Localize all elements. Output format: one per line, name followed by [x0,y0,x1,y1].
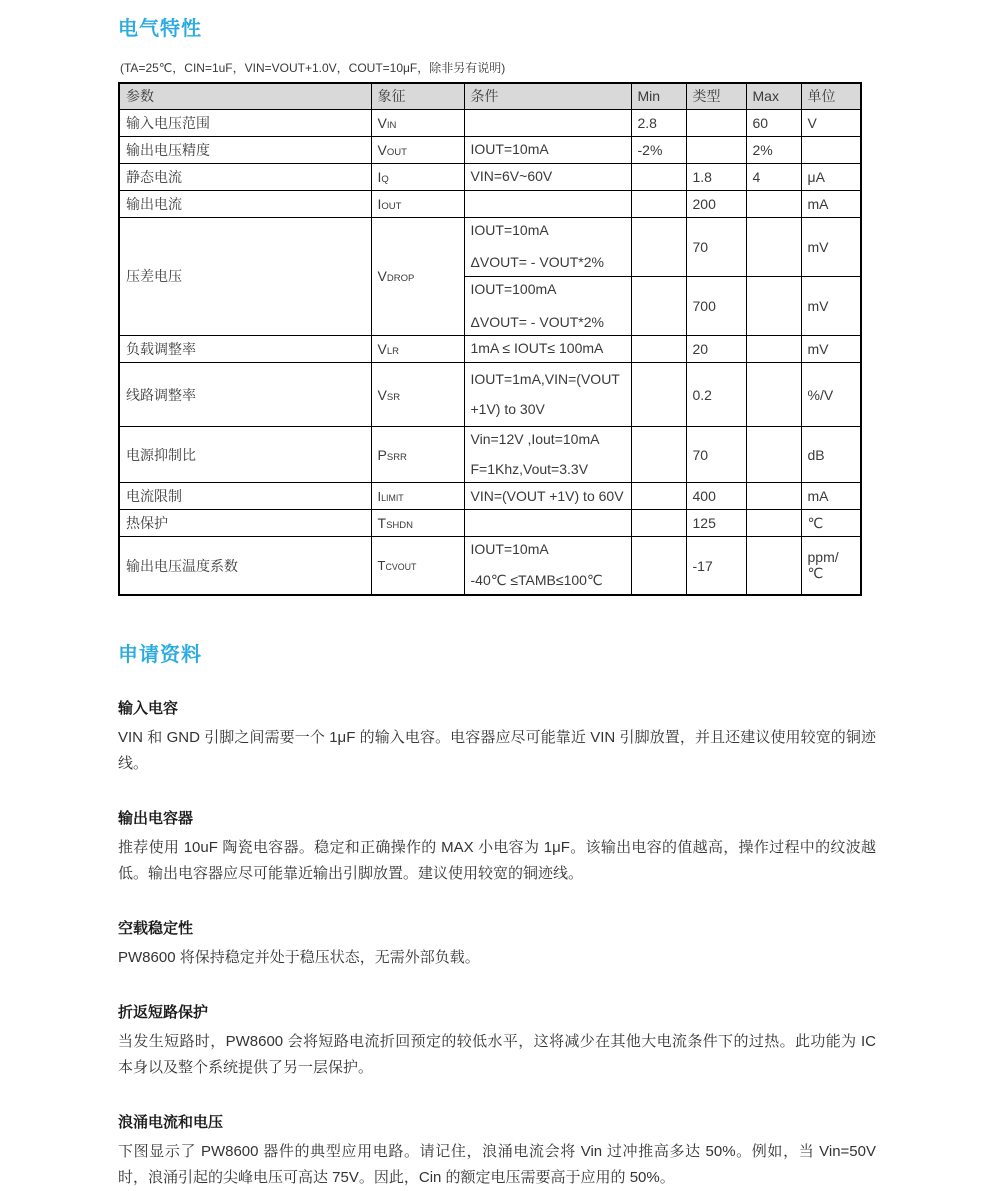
min-cell [631,336,686,363]
table-header-row [119,83,861,109]
min-cell [631,537,686,595]
spec-table [118,82,862,596]
typ-cell: 0.2 [686,363,746,427]
unit-cell: dB [801,427,861,483]
header-min: Min [631,83,686,109]
max-cell [746,363,801,427]
header-typ: 类型 [686,83,746,109]
app-block-body: 当发生短路时，PW8600 会将短路电流折回预定的较低水平，这将减少在其他大电流条件下的过热。此功能为 IC 本身以及整个系统提供了另一层保护。 [118,1032,876,1076]
param-cell: 负载调整率 [119,336,371,363]
unit-cell: V [801,109,861,136]
unit-cell: %/V [801,363,861,427]
symbol-cell: VLR [371,336,464,363]
min-cell: -2% [631,136,686,163]
max-cell [746,483,801,510]
symbol-cell: IQ [371,163,464,190]
application-section [118,638,875,1191]
param-cell: 输入电压范围 [119,109,371,136]
app-block-body: 推荐使用 10uF 陶瓷电容器。稳定和正确操作的 MAX 小电容为 1μF。该输出电容的值越高，操作过程中的纹波越低。输出电容器应尽可能靠近输出引脚放置。建议使用较宽的铜迹线。 [118,838,876,882]
max-cell: 60 [746,109,801,136]
table-row [119,136,861,163]
unit-cell: mA [801,483,861,510]
application-section-title: 申请资料 [118,643,202,666]
app-block-heading: 输出电容器 [118,809,194,827]
unit-cell [801,136,861,163]
typ-cell: 400 [686,483,746,510]
max-cell [746,336,801,363]
app-block-input-capacitor [118,697,876,777]
param-cell: 压差电压 [119,217,371,336]
symbol-cell: TCVOUT [371,537,464,595]
header-param: 参数 [119,83,371,109]
typ-cell: 700 [686,276,746,335]
table-row [119,427,861,483]
max-cell [746,510,801,537]
table-row [119,537,861,595]
app-block-foldback-short-protection [118,1001,876,1081]
condition-cell: VIN=6V~60V [464,163,631,190]
app-block-heading: 空载稳定性 [118,919,194,937]
app-block-heading: 折返短路保护 [118,1003,209,1021]
param-cell: 热保护 [119,510,371,537]
param-cell: 输出电流 [119,190,371,217]
condition-cell: Vin=12V ,Iout=10mA F=1Khz,Vout=3.3V [464,427,631,483]
table-row [119,510,861,537]
min-cell [631,510,686,537]
max-cell [746,427,801,483]
min-cell [631,190,686,217]
symbol-cell: ILIMIT [371,483,464,510]
condition-cell: IOUT=1mA,VIN=(VOUT +1V) to 30V [464,363,631,427]
min-cell [631,483,686,510]
min-cell: 2.8 [631,109,686,136]
app-block-heading: 浪涌电流和电压 [118,1113,224,1131]
table-row [119,109,861,136]
param-cell: 静态电流 [119,163,371,190]
app-block-heading: 输入电容 [118,699,179,717]
condition-cell: IOUT=10mA -40℃ ≤TAMB≤100℃ [464,537,631,595]
condition-cell [464,510,631,537]
max-cell: 2% [746,136,801,163]
condition-cell: 1mA ≤ IOUT≤ 100mA [464,336,631,363]
symbol-cell: VOUT [371,136,464,163]
max-cell [746,190,801,217]
max-cell [746,217,801,276]
symbol-cell: PSRR [371,427,464,483]
table-row [119,217,861,276]
table-row [119,163,861,190]
header-conditions: 条件 [464,83,631,109]
typ-cell: 200 [686,190,746,217]
app-block-no-load-stability [118,917,876,971]
symbol-cell: VSR [371,363,464,427]
unit-cell: ℃ [801,510,861,537]
app-block-body: VIN 和 GND 引脚之间需要一个 1μF 的输入电容。电容器应尽可能靠近 VIN 引脚放置，并且还建议使用较宽的铜迹线。 [118,728,876,772]
app-block-inrush-current-voltage [118,1111,876,1191]
table-row [119,190,861,217]
app-block-output-capacitor [118,807,876,887]
app-block-body: PW8600 将保持稳定并处于稳压状态，无需外部负载。 [118,948,480,966]
electrical-section-title: 电气特性 [118,18,202,40]
condition-cell [464,109,631,136]
table-row [119,363,861,427]
condition-cell: IOUT=100mA ΔVOUT= - VOUT*2% [464,276,631,335]
symbol-cell: VDROP [371,217,464,336]
unit-cell: mA [801,190,861,217]
param-cell: 电流限制 [119,483,371,510]
typ-cell: 20 [686,336,746,363]
unit-cell: ppm/℃ [801,537,861,595]
param-cell: 电源抑制比 [119,427,371,483]
header-max: Max [746,83,801,109]
typ-cell: -17 [686,537,746,595]
param-cell: 输出电压温度系数 [119,537,371,595]
unit-cell: mV [801,276,861,335]
condition-cell: IOUT=10mA ΔVOUT= - VOUT*2% [464,217,631,276]
unit-cell: mV [801,217,861,276]
typ-cell [686,136,746,163]
symbol-cell: TSHDN [371,510,464,537]
max-cell [746,276,801,335]
unit-cell: mV [801,336,861,363]
condition-cell: IOUT=10mA [464,136,631,163]
table-row [119,483,861,510]
min-cell [631,427,686,483]
typ-cell: 70 [686,217,746,276]
min-cell [631,363,686,427]
condition-cell: VIN=(VOUT +1V) to 60V [464,483,631,510]
max-cell: 4 [746,163,801,190]
param-cell: 输出电压精度 [119,136,371,163]
test-conditions-note: (TA=25℃，CIN=1uF，VIN=VOUT+1.0V，COUT=10μF，除非另有说明) [120,61,506,75]
symbol-cell: IOUT [371,190,464,217]
header-symbol: 象征 [371,83,464,109]
typ-cell: 125 [686,510,746,537]
param-cell: 线路调整率 [119,363,371,427]
unit-cell: μA [801,163,861,190]
typ-cell: 70 [686,427,746,483]
symbol-cell: VIN [371,109,464,136]
min-cell [631,163,686,190]
condition-cell [464,190,631,217]
app-block-body: 下图显示了 PW8600 器件的典型应用电路。请记住，浪涌电流会将 Vin 过冲推高多达 50%。例如，当 Vin=50V 时，浪涌引起的尖峰电压可高达 75V。因此，Cin 的额定电压需要高于应用的 50%。 [118,1142,876,1186]
table-row [119,336,861,363]
min-cell [631,217,686,276]
header-unit: 单位 [801,83,861,109]
max-cell [746,537,801,595]
typ-cell [686,109,746,136]
typ-cell: 1.8 [686,163,746,190]
min-cell [631,276,686,335]
